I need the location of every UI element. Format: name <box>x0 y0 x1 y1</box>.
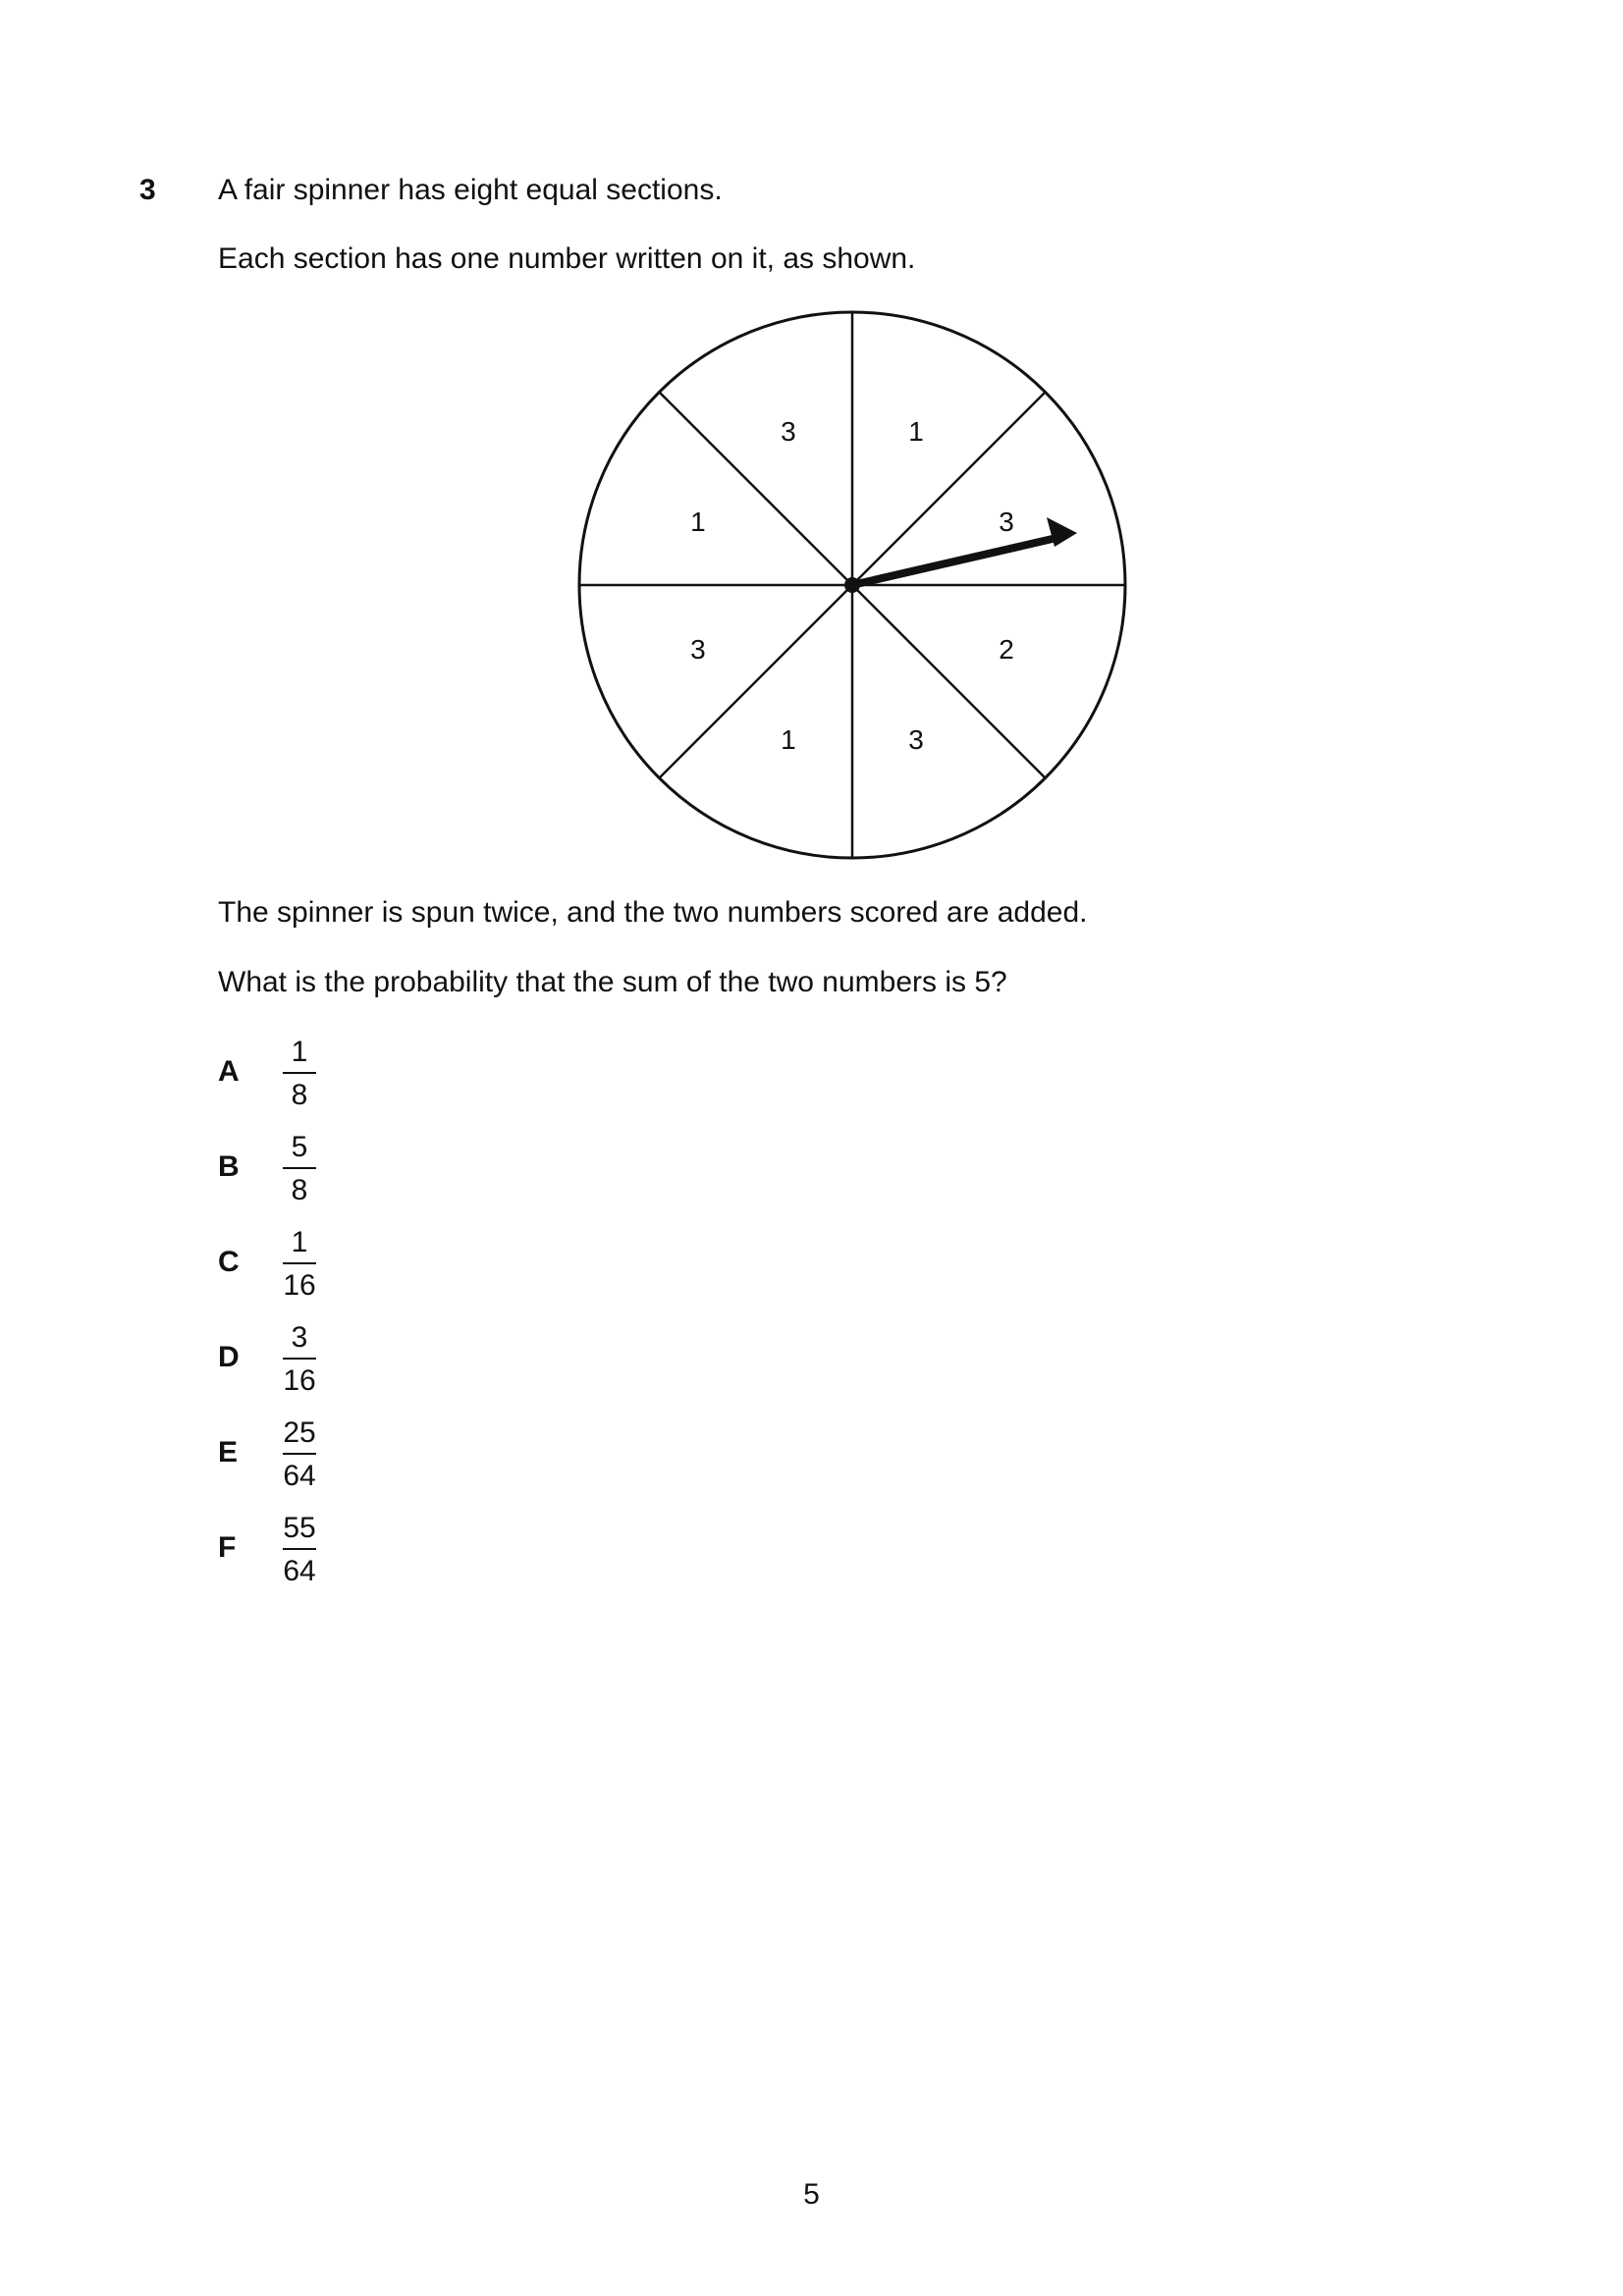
fraction-numerator: 3 <box>291 1321 308 1354</box>
question-description: Each section has one number written on it, as shown. <box>218 242 916 275</box>
option-letter: A <box>218 1055 240 1088</box>
option-fraction <box>279 1225 320 1304</box>
fraction-numerator: 1 <box>291 1036 308 1068</box>
fraction-bar <box>283 1548 316 1550</box>
option-fraction <box>279 1320 320 1399</box>
fraction-denominator: 64 <box>283 1555 316 1587</box>
option-letter: D <box>218 1341 240 1373</box>
spinner-diagram <box>575 308 1129 862</box>
option-letter: C <box>218 1246 240 1278</box>
question-number: 3 <box>139 174 156 206</box>
spinner-arrow-shaft <box>852 538 1056 585</box>
question-intro: A fair spinner has eight equal sections. <box>218 174 723 206</box>
fraction-numerator: 25 <box>283 1416 316 1449</box>
question-prompt: What is the probability that the sum of the two numbers is 5? <box>218 966 1007 998</box>
fraction-numerator: 1 <box>291 1226 308 1258</box>
section-label: 1 <box>781 724 796 756</box>
fraction-denominator: 16 <box>283 1364 316 1397</box>
section-label: 2 <box>999 634 1014 666</box>
fraction-bar <box>283 1358 316 1360</box>
fraction-bar <box>283 1453 316 1455</box>
fraction-bar <box>283 1262 316 1264</box>
question-after-diagram: The spinner is spun twice, and the two numbers scored are added. <box>218 896 1088 929</box>
option-letter: F <box>218 1531 237 1564</box>
page-number: 5 <box>803 2178 820 2211</box>
fraction-numerator: 55 <box>283 1512 316 1544</box>
option-fraction <box>279 1511 320 1589</box>
section-label: 1 <box>690 506 706 537</box>
section-label: 1 <box>908 415 924 447</box>
section-label: 3 <box>690 634 706 666</box>
section-label: 3 <box>908 724 924 756</box>
option-letter: B <box>218 1150 240 1183</box>
fraction-bar <box>283 1167 316 1169</box>
option-letter: E <box>218 1436 239 1468</box>
fraction-denominator: 8 <box>291 1174 308 1206</box>
fraction-denominator: 8 <box>291 1079 308 1111</box>
option-fraction <box>279 1130 320 1208</box>
option-fraction <box>279 1415 320 1494</box>
section-label: 3 <box>999 506 1014 537</box>
option-fraction <box>279 1035 320 1113</box>
section-label: 3 <box>781 415 796 447</box>
fraction-denominator: 16 <box>283 1269 316 1302</box>
fraction-bar <box>283 1072 316 1074</box>
fraction-denominator: 64 <box>283 1460 316 1492</box>
fraction-numerator: 5 <box>291 1131 308 1163</box>
spinner-pivot <box>844 577 860 593</box>
